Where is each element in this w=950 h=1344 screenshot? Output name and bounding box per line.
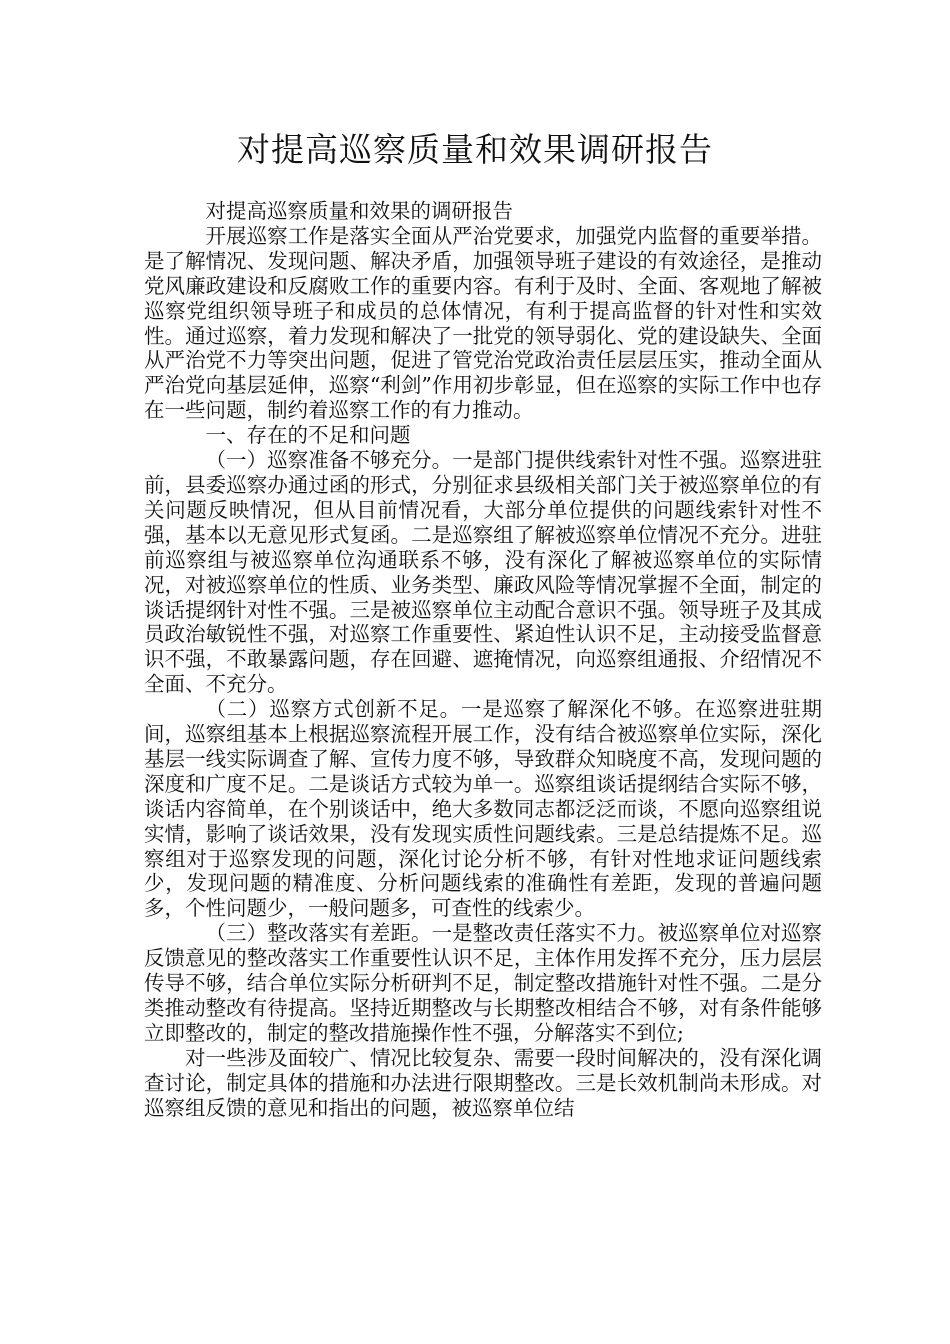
section-heading-1: 一、存在的不足和问题 xyxy=(205,423,411,448)
document-subtitle: 对提高巡察质量和效果的调研报告 xyxy=(205,199,513,223)
subsection-paragraph-1: （一）巡察准备不够充分。一是部门提供线索针对性不强。巡察进驻前，县委巡察办通过函的形式，分别征求县级相关部门关于被巡察单位的有关问题反映情况，但从目前情况看，大部分单位提供的问题线索针对性不强，基本以无意见形式复函。二是巡察组了解被巡察单位情况不充分。进驻前巡察组与被巡察单位沟通联系不够，没有深化了解被巡察单位的实际情况，对被巡察单位的性质、业务类型、廉政风险等情况掌握不全面，制定的谈话提纲针对性不强。三是被巡察单位主动配合意识不强。领导班子及其成员政治敏锐性不强，对巡察工作重要性、紧迫性认识不足，主动接受监督意识不强，不敢暴露问题，存在回避、遮掩情况，向巡察组通报、介绍情况不全面、不充分。 xyxy=(144,448,822,697)
subsection-paragraph-2: （二）巡察方式创新不足。一是巡察了解深化不够。在巡察进驻期间，巡察组基本上根据巡察流程开展工作，没有结合被巡察单位实际，深化基层一线实际调查了解、宣传力度不够，导致群众知晓度不高，发现问题的深度和广度不足。二是谈话方式较为单一。巡察组谈话提纲结合实际不够，谈话内容简单，在个别谈话中，绝大多数同志都泛泛而谈，不愿向巡察组说实情，影响了谈话效果，没有发现实质性问题线索。三是总结提炼不足。巡察组对于巡察发现的问题，深化讨论分析不够，有针对性地求证问题线索少，发现问题的精准度、分析问题线索的准确性有差距，发现的普遍问题多，个性问题少，一般问题多，可查性的线索少。 xyxy=(144,697,822,921)
document-title: 对提高巡察质量和效果调研报告 xyxy=(237,130,713,169)
body-paragraph-continued: 对一些涉及面较广、情况比较复杂、需要一段时间解决的，没有深化调查讨论，制定具体的措施和办法进行限期整改。三是长效机制尚未形成。对巡察组反馈的意见和指出的问题，被巡察单位结 xyxy=(144,1045,822,1120)
subsection-paragraph-3: （三）整改落实有差距。一是整改责任落实不力。被巡察单位对巡察反馈意见的整改落实工作重要性认识不足，主体作用发挥不充分，压力层层传导不够，结合单位实际分析研判不足，制定整改措施针对性不强。二是分类推动整改有待提高。坚持近期整改与长期整改相结合不够，对有条件能够立即整改的，制定的整改措施操作性不强，分解落实不到位; xyxy=(144,921,822,1045)
intro-paragraph: 开展巡察工作是落实全面从严治党要求，加强党内监督的重要举措。是了解情况、发现问题、解决矛盾，加强领导班子建设的有效途径，是推动党风廉政建设和反腐败工作的重要内容。有利于及时、全面、客观地了解被巡察党组织领导班子和成员的总体情况，有利于提高监督的针对性和实效性。通过巡察，着力发现和解决了一批党的领导弱化、党的建设缺失、全面从严治党不力等突出问题，促进了管党治党政治责任层层压实，推动全面从严治党向基层延伸，巡察“利剑”作用初步彰显，但在巡察的实际工作中也存在一些问题，制约着巡察工作的有力推动。 xyxy=(144,223,822,423)
document-body xyxy=(144,199,822,1121)
